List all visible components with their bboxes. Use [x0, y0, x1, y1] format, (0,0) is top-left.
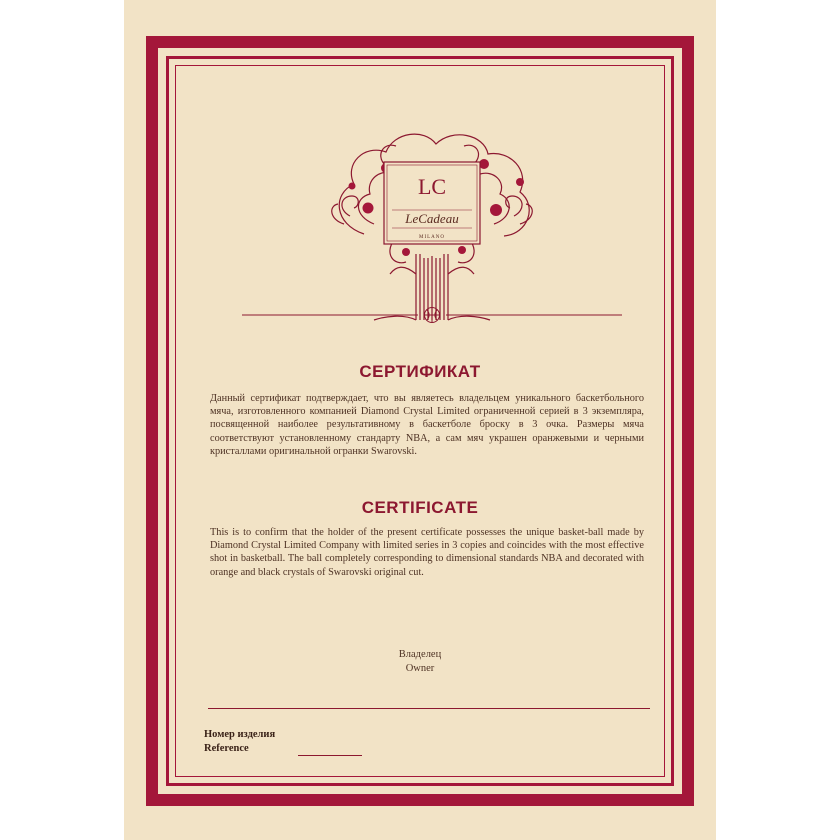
certificate-text-en: This is to confirm that the holder of the present certificate possesses the unique basket-ball made by Diamond Crystal Limited Company with limited series in 3 copies and coincides with the most effective shot in basketball. The ball completely corresponding to dimensional standards NBA and decorated with orange and black crystals of Swarovski original cut.: [210, 527, 644, 578]
logo-monogram: LC: [417, 174, 447, 199]
reference-number-line: [298, 755, 362, 756]
certificate-title-ru: СЕРТИФИКАТ: [359, 362, 481, 381]
ornament-divider: [242, 306, 622, 324]
logo-city: MILANO: [419, 235, 445, 240]
owner-label-ru: Владелец: [398, 649, 442, 660]
reference-label-en: Reference: [204, 743, 249, 754]
basketball-icon: [425, 308, 440, 323]
owner-signature-line: [208, 708, 650, 709]
logo-brand: LeCadeau: [405, 211, 459, 226]
certificate-frame: [146, 36, 694, 806]
owner-label-en: Owner: [405, 663, 435, 674]
lecadeau-tree-logo: [324, 124, 540, 322]
certificate-text-ru: Данный сертификат подтверждает, что вы являетесь владельцем уникального баскетбольного мяча, изготовленного компанией Diamond Crystal Limited ограниченной серией в 3 экземпляра, посвященной наиболее результативному в баскетболе броску в 3 очка. Размеры мяча соответствуют установленному стандарту NBA, а сам мяч украшен оранжевыми и черными кристаллами оригинальной огранки Swarovski.: [210, 393, 644, 457]
reference-label-ru: Номер изделия: [204, 729, 276, 740]
certificate-title-en: CERTIFICATE: [361, 498, 479, 517]
